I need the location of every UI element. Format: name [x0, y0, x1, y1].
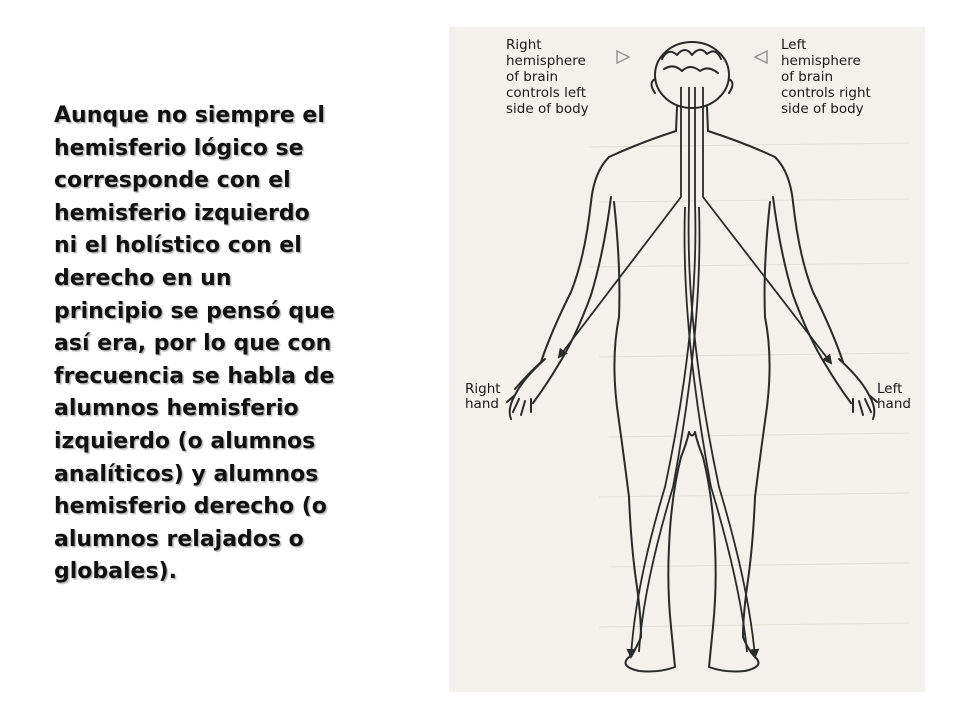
body-line: alumnos relajados o	[54, 526, 304, 552]
body-line: analíticos) y alumnos	[54, 461, 319, 487]
label-line: controls right	[781, 85, 871, 101]
body-line: hemisferio derecho (o	[54, 494, 327, 520]
right-hand-label	[465, 381, 501, 412]
body-line: hemisferio lógico se	[54, 135, 304, 161]
label-line: side of body	[781, 101, 864, 117]
label-line: Left	[781, 37, 807, 53]
label-line: side of body	[506, 101, 589, 117]
label-line: Left	[877, 381, 903, 397]
body-line: ni el holístico con el	[54, 233, 302, 259]
body-line: corresponde con el	[54, 168, 291, 194]
body-line: principio se pensó que	[54, 298, 335, 324]
illustration-svg	[449, 27, 925, 692]
label-line: hand	[465, 396, 499, 412]
label-line: hemisphere	[506, 53, 586, 69]
body-line: alumnos hemisferio	[54, 396, 299, 422]
brain-icon	[662, 50, 721, 59]
right-hemisphere-label	[506, 37, 589, 117]
label-line: Right	[506, 37, 542, 53]
label-line: controls left	[506, 85, 586, 101]
body-line: izquierdo (o alumnos	[54, 428, 316, 454]
head	[655, 42, 729, 108]
body-paragraph	[54, 100, 404, 589]
body-line: hemisferio izquierdo	[54, 200, 310, 226]
label-line: of brain	[506, 69, 559, 85]
body-line: Aunque no siempre el	[54, 103, 325, 128]
body-line: globales).	[54, 559, 177, 585]
body-line: así era, por lo que con	[54, 331, 332, 357]
background-texture	[589, 143, 909, 627]
body-line: frecuencia se habla de	[54, 363, 335, 389]
left-hemisphere-label	[781, 37, 871, 117]
label-line: of brain	[781, 69, 834, 85]
body-line: derecho en un	[54, 265, 232, 291]
label-line: Right	[465, 381, 501, 397]
brain-body-illustration	[449, 27, 925, 692]
hemisphere-pointers	[617, 51, 767, 63]
label-line: hemisphere	[781, 53, 861, 69]
left-hand-label	[877, 381, 911, 412]
nerve-pathways	[559, 87, 831, 657]
label-line: hand	[877, 396, 911, 412]
